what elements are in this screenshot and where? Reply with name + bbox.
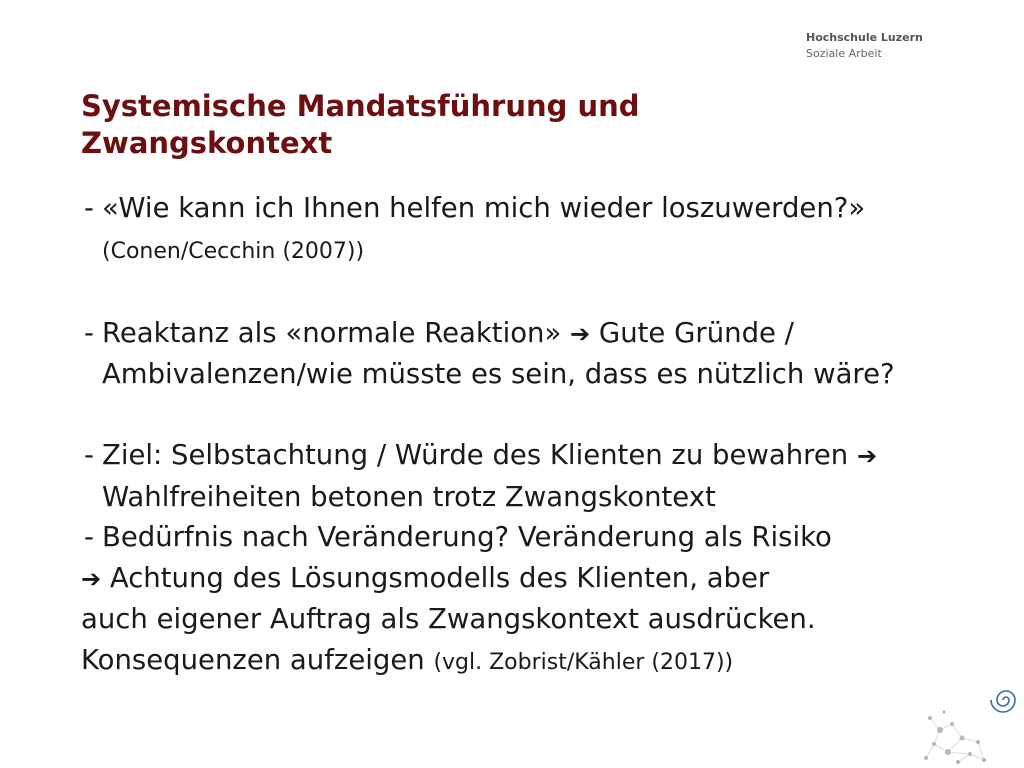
continuation-line bbox=[81, 558, 1016, 600]
bullet-dash-icon: - bbox=[84, 521, 94, 553]
slide-content bbox=[81, 188, 1016, 683]
slide-title: Systemische Mandatsführung und Zwangskontext bbox=[81, 89, 640, 160]
continuation-text: Achtung des Lösungsmodells des Klienten, aber bbox=[109, 561, 770, 594]
spacer bbox=[81, 272, 1016, 313]
bullet-dash-icon: - bbox=[84, 316, 94, 349]
spiral-decoration-icon bbox=[918, 678, 1024, 768]
bullet-item bbox=[81, 517, 1016, 558]
continuation-line bbox=[81, 640, 1016, 684]
citation: (Conen/Cecchin (2007)) bbox=[102, 238, 365, 264]
bullet-item bbox=[81, 435, 1016, 517]
right-arrow-icon: ➔ bbox=[856, 442, 878, 470]
logo-line-department: Soziale Arbeit bbox=[806, 47, 882, 60]
bullet-dash-icon: - bbox=[84, 439, 94, 471]
bullet-item bbox=[81, 188, 1016, 272]
bullet-text: Ziel: Selbstachtung / Würde des Klienten zu bewahren bbox=[102, 439, 849, 471]
citation: (vgl. Zobrist/Kähler (2017)) bbox=[433, 649, 734, 675]
right-arrow-icon: ➔ bbox=[81, 564, 102, 593]
institution-logo bbox=[806, 30, 923, 62]
bullet-item bbox=[81, 313, 1016, 395]
spacer bbox=[81, 395, 1016, 436]
bullet-dash-icon: - bbox=[84, 192, 94, 224]
bullet-text: Wahlfreiheiten betonen trotz Zwangskontext bbox=[102, 480, 716, 513]
bullet-text: Reaktanz als «normale Reaktion» bbox=[102, 316, 562, 349]
continuation-line: auch eigener Auftrag als Zwangskontext ausdrücken. bbox=[81, 603, 816, 635]
bullet-text: Gute Gründe / Ambivalenzen/wie müsste es sein, dass es nützlich wäre? bbox=[102, 316, 895, 390]
right-arrow-icon: ➔ bbox=[570, 319, 591, 348]
bullet-text: Bedürfnis nach Veränderung? Veränderung als Risiko bbox=[102, 521, 832, 553]
continuation-text: Konsequenzen aufzeigen bbox=[81, 643, 425, 676]
bullet-text: «Wie kann ich Ihnen helfen mich wieder loszuwerden?» bbox=[102, 192, 866, 224]
logo-line-institution: Hochschule Luzern bbox=[806, 31, 923, 44]
